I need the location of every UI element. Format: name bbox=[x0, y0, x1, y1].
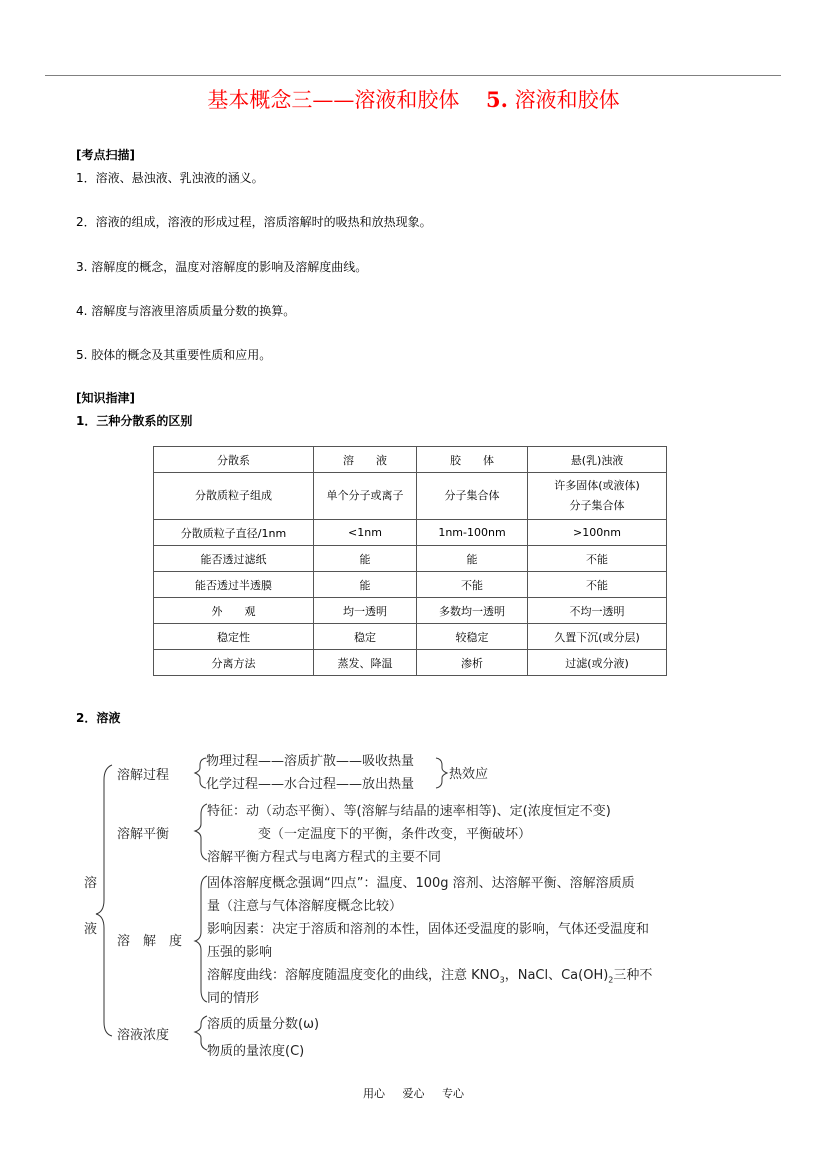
exam-point-item: 1．溶液、悬浊液、乳浊液的涵义。 bbox=[76, 171, 264, 185]
table-cell: 均一透明 bbox=[314, 598, 417, 624]
solubility-line: 固体溶解度概念强调“四点”：温度、100g 溶剂、达溶解平衡、溶解溶质质 bbox=[207, 876, 635, 891]
table-cell: 不能 bbox=[528, 546, 667, 572]
knowledge-heading: [知识指津] bbox=[76, 391, 135, 405]
section2-title: 2．溶液 bbox=[76, 711, 121, 725]
section1-title: 1．三种分散系的区别 bbox=[76, 414, 193, 428]
table-cell: 过滤(或分液) bbox=[528, 650, 667, 676]
exam-point-item: 2．溶液的组成，溶液的形成过程，溶质溶解时的吸热和放热现象。 bbox=[76, 215, 432, 229]
solubility-line: 影响因素：决定于溶质和溶剂的本性，固体还受温度的影响，气体还受温度和 bbox=[207, 922, 650, 937]
table-cell: 不能 bbox=[417, 572, 528, 598]
heat-effect-brace bbox=[436, 758, 447, 788]
table-row bbox=[154, 598, 667, 624]
table-cell: 分散质粒子组成 bbox=[154, 473, 314, 520]
footer-item: 专心 bbox=[442, 1087, 464, 1100]
table-cell: 不能 bbox=[528, 572, 667, 598]
table-cell-line: 分子集合体 bbox=[569, 499, 625, 512]
solubility-brace bbox=[195, 876, 207, 1002]
title-part2: 溶液和胶体 bbox=[514, 88, 620, 112]
table-cell: 1nm-100nm bbox=[417, 520, 528, 546]
table-cell: 多数均一透明 bbox=[417, 598, 528, 624]
exam-point-item: 4. 溶解度与溶液里溶质质量分数的换算。 bbox=[76, 304, 296, 318]
table-row bbox=[154, 473, 667, 520]
table-cell-line: 许多固体(或液体) bbox=[554, 479, 640, 492]
header-rule bbox=[45, 75, 781, 76]
table-cell: 较稳定 bbox=[417, 624, 528, 650]
process-line: 物理过程——溶质扩散——吸收热量 bbox=[206, 754, 415, 769]
footer-item: 爱心 bbox=[402, 1087, 425, 1100]
equilibrium-label: 溶解平衡 bbox=[117, 827, 170, 842]
concentration-line: 溶质的质量分数(ω) bbox=[207, 1017, 320, 1032]
table-cell: 分散质粒子直径/1nm bbox=[154, 520, 314, 546]
table-cell: 能否透过半透膜 bbox=[154, 572, 314, 598]
table-header-cell: 胶 体 bbox=[417, 447, 528, 473]
footer-item: 用心 bbox=[363, 1087, 385, 1100]
table-cell: 分离方法 bbox=[154, 650, 314, 676]
solubility-label: 溶 解 度 bbox=[117, 934, 183, 949]
table-row bbox=[154, 546, 667, 572]
table-cell: 分子集合体 bbox=[417, 473, 528, 520]
table-cell: 久置下沉(或分层) bbox=[528, 624, 667, 650]
outline-root-char: 溶 bbox=[84, 876, 98, 891]
table-header-row bbox=[154, 447, 667, 473]
equilibrium-brace bbox=[195, 804, 207, 860]
table-row bbox=[154, 520, 667, 546]
dispersion-comparison-table bbox=[153, 446, 667, 676]
table-row bbox=[154, 650, 667, 676]
title-number: 5. bbox=[486, 87, 508, 112]
exam-point-item: 3. 溶解度的概念，温度对溶解度的影响及溶解度曲线。 bbox=[76, 260, 368, 274]
table-cell: 外 观 bbox=[154, 598, 314, 624]
exam-points-heading: [考点扫描] bbox=[76, 148, 135, 162]
table-cell: 不均一透明 bbox=[528, 598, 667, 624]
table-cell: <1nm bbox=[314, 520, 417, 546]
equilibrium-line: 特征：动（动态平衡）、等(溶解与结晶的速率相等)、定(浓度恒定不变) bbox=[207, 804, 611, 819]
table-cell: 能 bbox=[417, 546, 528, 572]
process-line: 化学过程——水合过程——放出热量 bbox=[206, 777, 415, 792]
solubility-curve-text: ，NaCl、Ca(OH) bbox=[504, 968, 609, 983]
table-cell: 单个分子或离子 bbox=[314, 473, 417, 520]
solubility-line: 同的情形 bbox=[207, 991, 260, 1006]
table-cell: 稳定性 bbox=[154, 624, 314, 650]
table-cell: >100nm bbox=[528, 520, 667, 546]
table-cell: 渗析 bbox=[417, 650, 528, 676]
table-cell: 蒸发、降温 bbox=[314, 650, 417, 676]
table-row bbox=[154, 572, 667, 598]
title-part1: 基本概念三——溶液和胶体 bbox=[207, 88, 460, 112]
solubility-line: 量（注意与气体溶解度概念比较） bbox=[207, 899, 403, 914]
subscript: 2 bbox=[608, 975, 614, 985]
exam-point-item: 5. 胶体的概念及其重要性质和应用。 bbox=[76, 348, 272, 362]
table-header-cell: 分散系 bbox=[154, 447, 314, 473]
concentration-label: 溶液浓度 bbox=[117, 1028, 170, 1043]
process-label: 溶解过程 bbox=[117, 768, 170, 783]
process-brace bbox=[195, 758, 206, 788]
table-header-cell: 溶 液 bbox=[314, 447, 417, 473]
equilibrium-line: 溶解平衡方程式与电离方程式的主要不同 bbox=[207, 850, 442, 865]
subscript: 3 bbox=[499, 975, 505, 985]
table-row bbox=[154, 624, 667, 650]
solubility-curve-text: 溶解度曲线：溶解度随温度变化的曲线，注意 KNO bbox=[207, 968, 500, 983]
table-cell: 能 bbox=[314, 546, 417, 572]
table-cell: 能 bbox=[314, 572, 417, 598]
table-cell bbox=[528, 473, 667, 520]
solubility-line bbox=[207, 964, 652, 985]
solubility-curve-text: 三种不 bbox=[613, 968, 653, 983]
concentration-brace bbox=[195, 1016, 207, 1050]
root-brace bbox=[96, 765, 112, 1036]
table-cell: 能否透过滤纸 bbox=[154, 546, 314, 572]
concentration-line: 物质的量浓度(C) bbox=[207, 1044, 305, 1059]
table-cell: 稳定 bbox=[314, 624, 417, 650]
solubility-line: 压强的影响 bbox=[207, 945, 273, 960]
heat-effect-label: 热效应 bbox=[449, 767, 489, 782]
equilibrium-line: 变（一定温度下的平衡，条件改变，平衡破坏） bbox=[258, 827, 532, 842]
table-header-cell: 悬(乳)浊液 bbox=[528, 447, 667, 473]
page-title bbox=[0, 84, 827, 114]
outline-root-char: 液 bbox=[84, 922, 98, 937]
page-footer bbox=[0, 1085, 827, 1101]
